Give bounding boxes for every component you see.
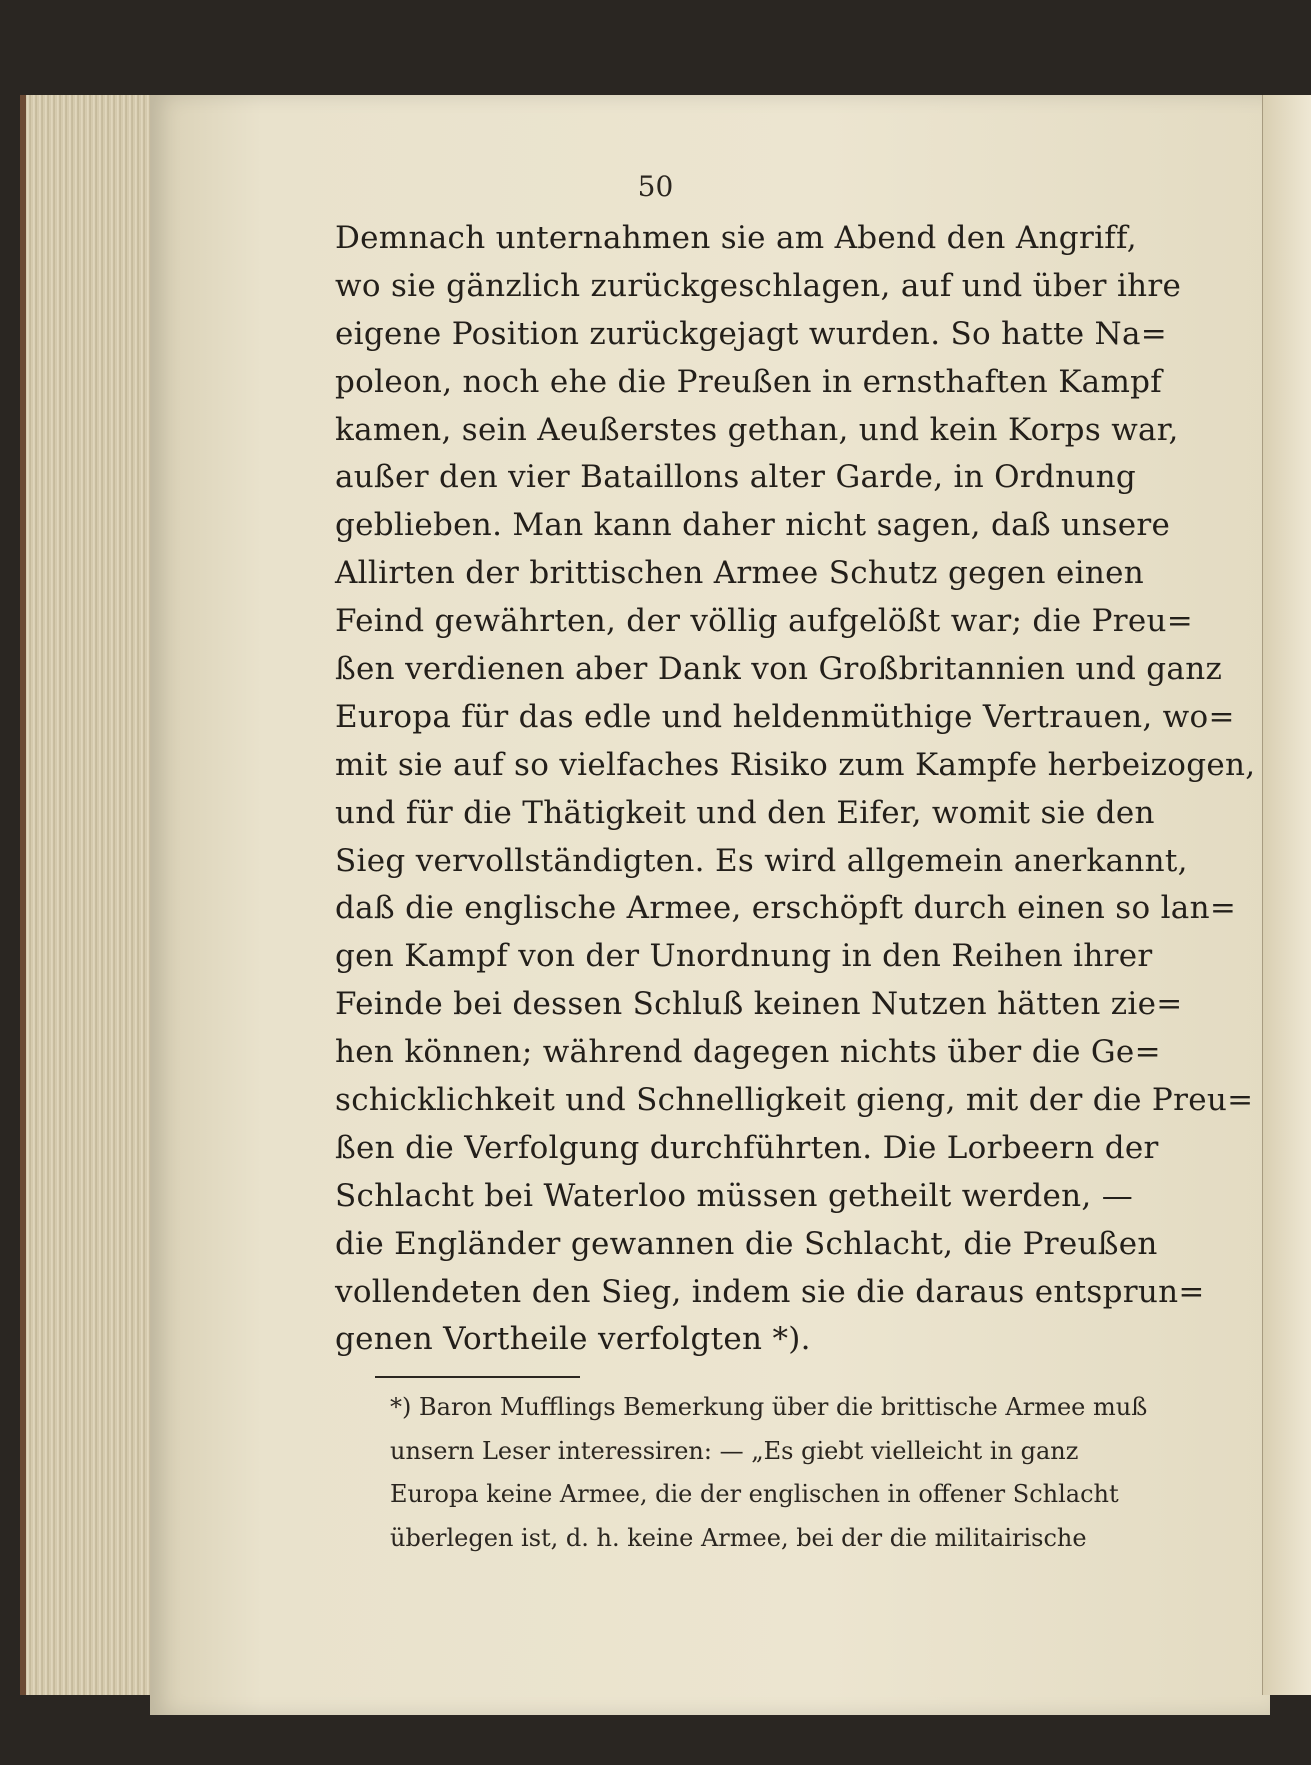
text-line: außer den vier Bataillons alter Garde, in Ordnung — [335, 459, 1137, 496]
text-line: gen Kampf von der Unordnung in den Reihen ihrer — [335, 938, 1153, 975]
text-line: Europa für das edle und heldenmüthige Vertrauen, wo= — [335, 698, 1235, 735]
text-line: und für die Thätigkeit und den Eifer, womit sie den — [335, 794, 1155, 831]
footnote-line: *) Baron Mufflings Bemerkung über die brittische Armee muß — [390, 1393, 1148, 1421]
footnote-rule — [375, 1376, 580, 1378]
body-text — [335, 215, 1256, 1364]
text-line: hen können; während dagegen nichts über die Ge= — [335, 1034, 1161, 1071]
text-line: kamen, sein Aeußerstes gethan, und kein Korps war, — [335, 411, 1179, 448]
text-line: eigene Position zurückgejagt wurden. So hatte Na= — [335, 315, 1168, 352]
text-line: schicklichkeit und Schnelligkeit gieng, mit der die Preu= — [335, 1082, 1254, 1119]
text-line: vollendeten den Sieg, indem sie die daraus entsprun= — [335, 1273, 1205, 1310]
text-line: Allirten der brittischen Armee Schutz gegen einen — [335, 555, 1144, 592]
text-line: Schlacht bei Waterloo müssen getheilt werden, — — [335, 1177, 1134, 1214]
footnote — [390, 1386, 1210, 1560]
text-line: Feind gewährten, der völlig aufgelößt war; die Preu= — [335, 603, 1194, 640]
text-line: wo sie gänzlich zurückgeschlagen, auf und über ihre — [335, 267, 1182, 304]
text-line: ßen verdienen aber Dank von Großbritannien und ganz — [335, 651, 1223, 688]
footnote-line: unsern Leser interessiren: — „Es giebt vielleicht in ganz — [390, 1436, 1079, 1465]
text-line: genen Vortheile verfolgten *). — [335, 1321, 811, 1358]
facing-page-edge — [1262, 95, 1311, 1695]
text-line: Demnach unternahmen sie am Abend den Angriff, — [335, 220, 1137, 256]
book-page-edges — [20, 95, 161, 1695]
text-line: Sieg vervollständigten. Es wird allgemein anerkannt, — [335, 842, 1188, 879]
footnote-line: überlegen ist, d. h. keine Armee, bei der die militairische — [390, 1523, 1087, 1552]
text-line: Feinde bei dessen Schluß keinen Nutzen hätten zie= — [335, 986, 1183, 1023]
text-line: poleon, noch ehe die Preußen in ernsthaften Kampf — [335, 363, 1163, 400]
text-line: daß die englische Armee, erschöpft durch einen so lan= — [335, 890, 1237, 927]
text-line: ßen die Verfolgung durchführten. Die Lorbeern der — [335, 1129, 1159, 1166]
page-number: 50 — [637, 170, 674, 203]
text-line: die Engländer gewannen die Schlacht, die Preußen — [335, 1225, 1158, 1262]
footnote-line: Europa keine Armee, die der englischen in offener Schlacht — [390, 1480, 1119, 1508]
text-line: geblieben. Man kann daher nicht sagen, daß unsere — [335, 507, 1171, 544]
text-line: mit sie auf so vielfaches Risiko zum Kampfe herbeizogen, — [335, 746, 1256, 783]
